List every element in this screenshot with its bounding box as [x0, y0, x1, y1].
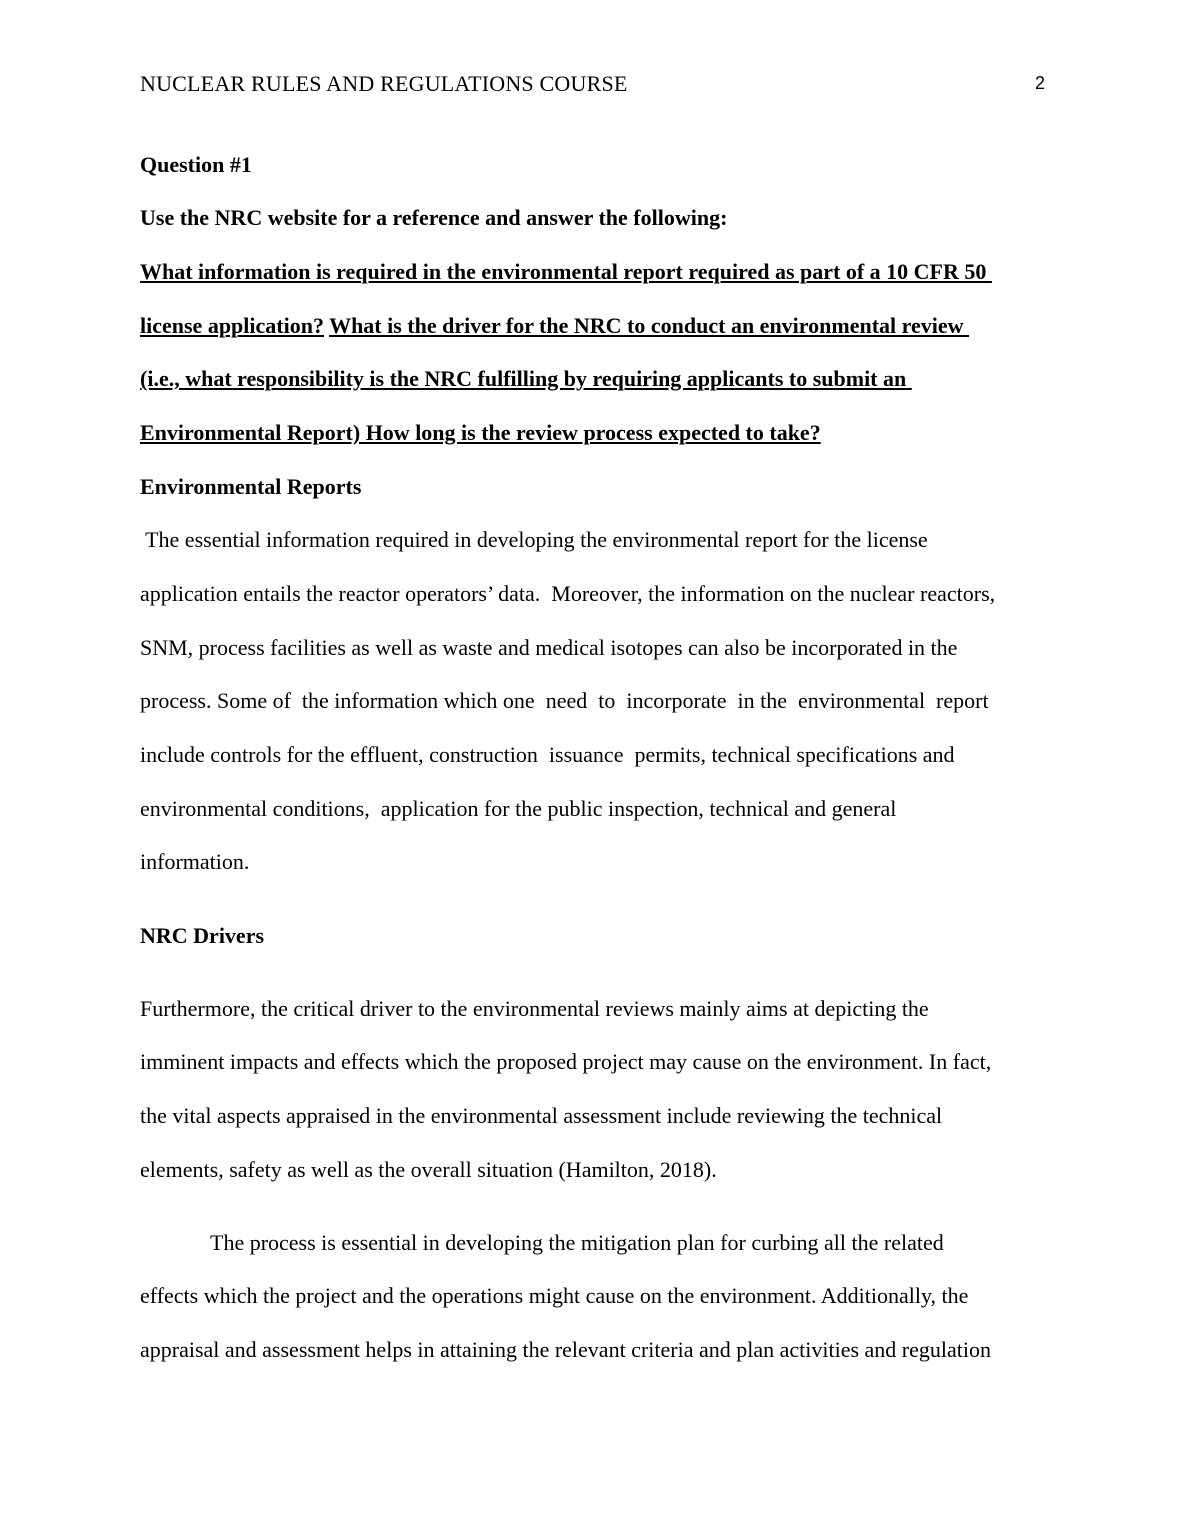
body-line: Furthermore, the critical driver to the environmental reviews mainly aims at depicting the — [140, 996, 929, 1021]
running-title: NUCLEAR RULES AND REGULATIONS COURSE — [140, 71, 628, 96]
question-instruction: Use the NRC website for a reference and answer the following: — [140, 205, 728, 230]
body-line: include controls for the effluent, construction issuance permits, technical specifications and — [140, 742, 955, 767]
body-line: the vital aspects appraised in the environmental assessment include reviewing the technical — [140, 1103, 943, 1128]
body-line: SNM, process facilities as well as waste and medical isotopes can also be incorporated in the — [140, 635, 958, 660]
question-prompt-part: license application? — [140, 313, 324, 338]
running-header — [140, 71, 1045, 99]
question-prompt-part: What is the driver for the NRC to conduct an environmental review — [329, 313, 970, 338]
question-prompt-line: Environmental Report) How long is the review process expected to take? — [140, 420, 821, 445]
question-prompt-line — [140, 312, 969, 340]
question-heading: Question #1 — [140, 152, 252, 177]
body-line: application entails the reactor operators’ data. Moreover, the information on the nuclear reactors, — [140, 581, 996, 606]
section-heading-nrc-drivers: NRC Drivers — [140, 923, 265, 948]
page-number: 2 — [1034, 73, 1045, 93]
body-line: elements, safety as well as the overall situation (Hamilton, 2018). — [140, 1157, 717, 1182]
body-line: The essential information required in developing the environmental report for the license — [140, 527, 928, 552]
body-line: effects which the project and the operations might cause on the environment. Additionally, the — [140, 1283, 969, 1308]
body-line: information. — [140, 849, 250, 874]
body-line: The process is essential in developing the mitigation plan for curbing all the related — [210, 1230, 944, 1255]
section-heading-environmental-reports: Environmental Reports — [140, 474, 362, 499]
question-prompt-line: (i.e., what responsibility is the NRC fulfilling by requiring applicants to submit an — [140, 366, 912, 391]
question-prompt-line: What information is required in the environmental report required as part of a 10 CFR 50 — [140, 259, 992, 284]
body-line: process. Some of the information which one need to incorporate in the environmental report — [140, 688, 989, 713]
body-line: appraisal and assessment helps in attaining the relevant criteria and plan activities and regulation — [140, 1337, 991, 1362]
body-line: environmental conditions, application for the public inspection, technical and general — [140, 796, 897, 821]
body-line: imminent impacts and effects which the proposed project may cause on the environment. In fact, — [140, 1049, 992, 1074]
